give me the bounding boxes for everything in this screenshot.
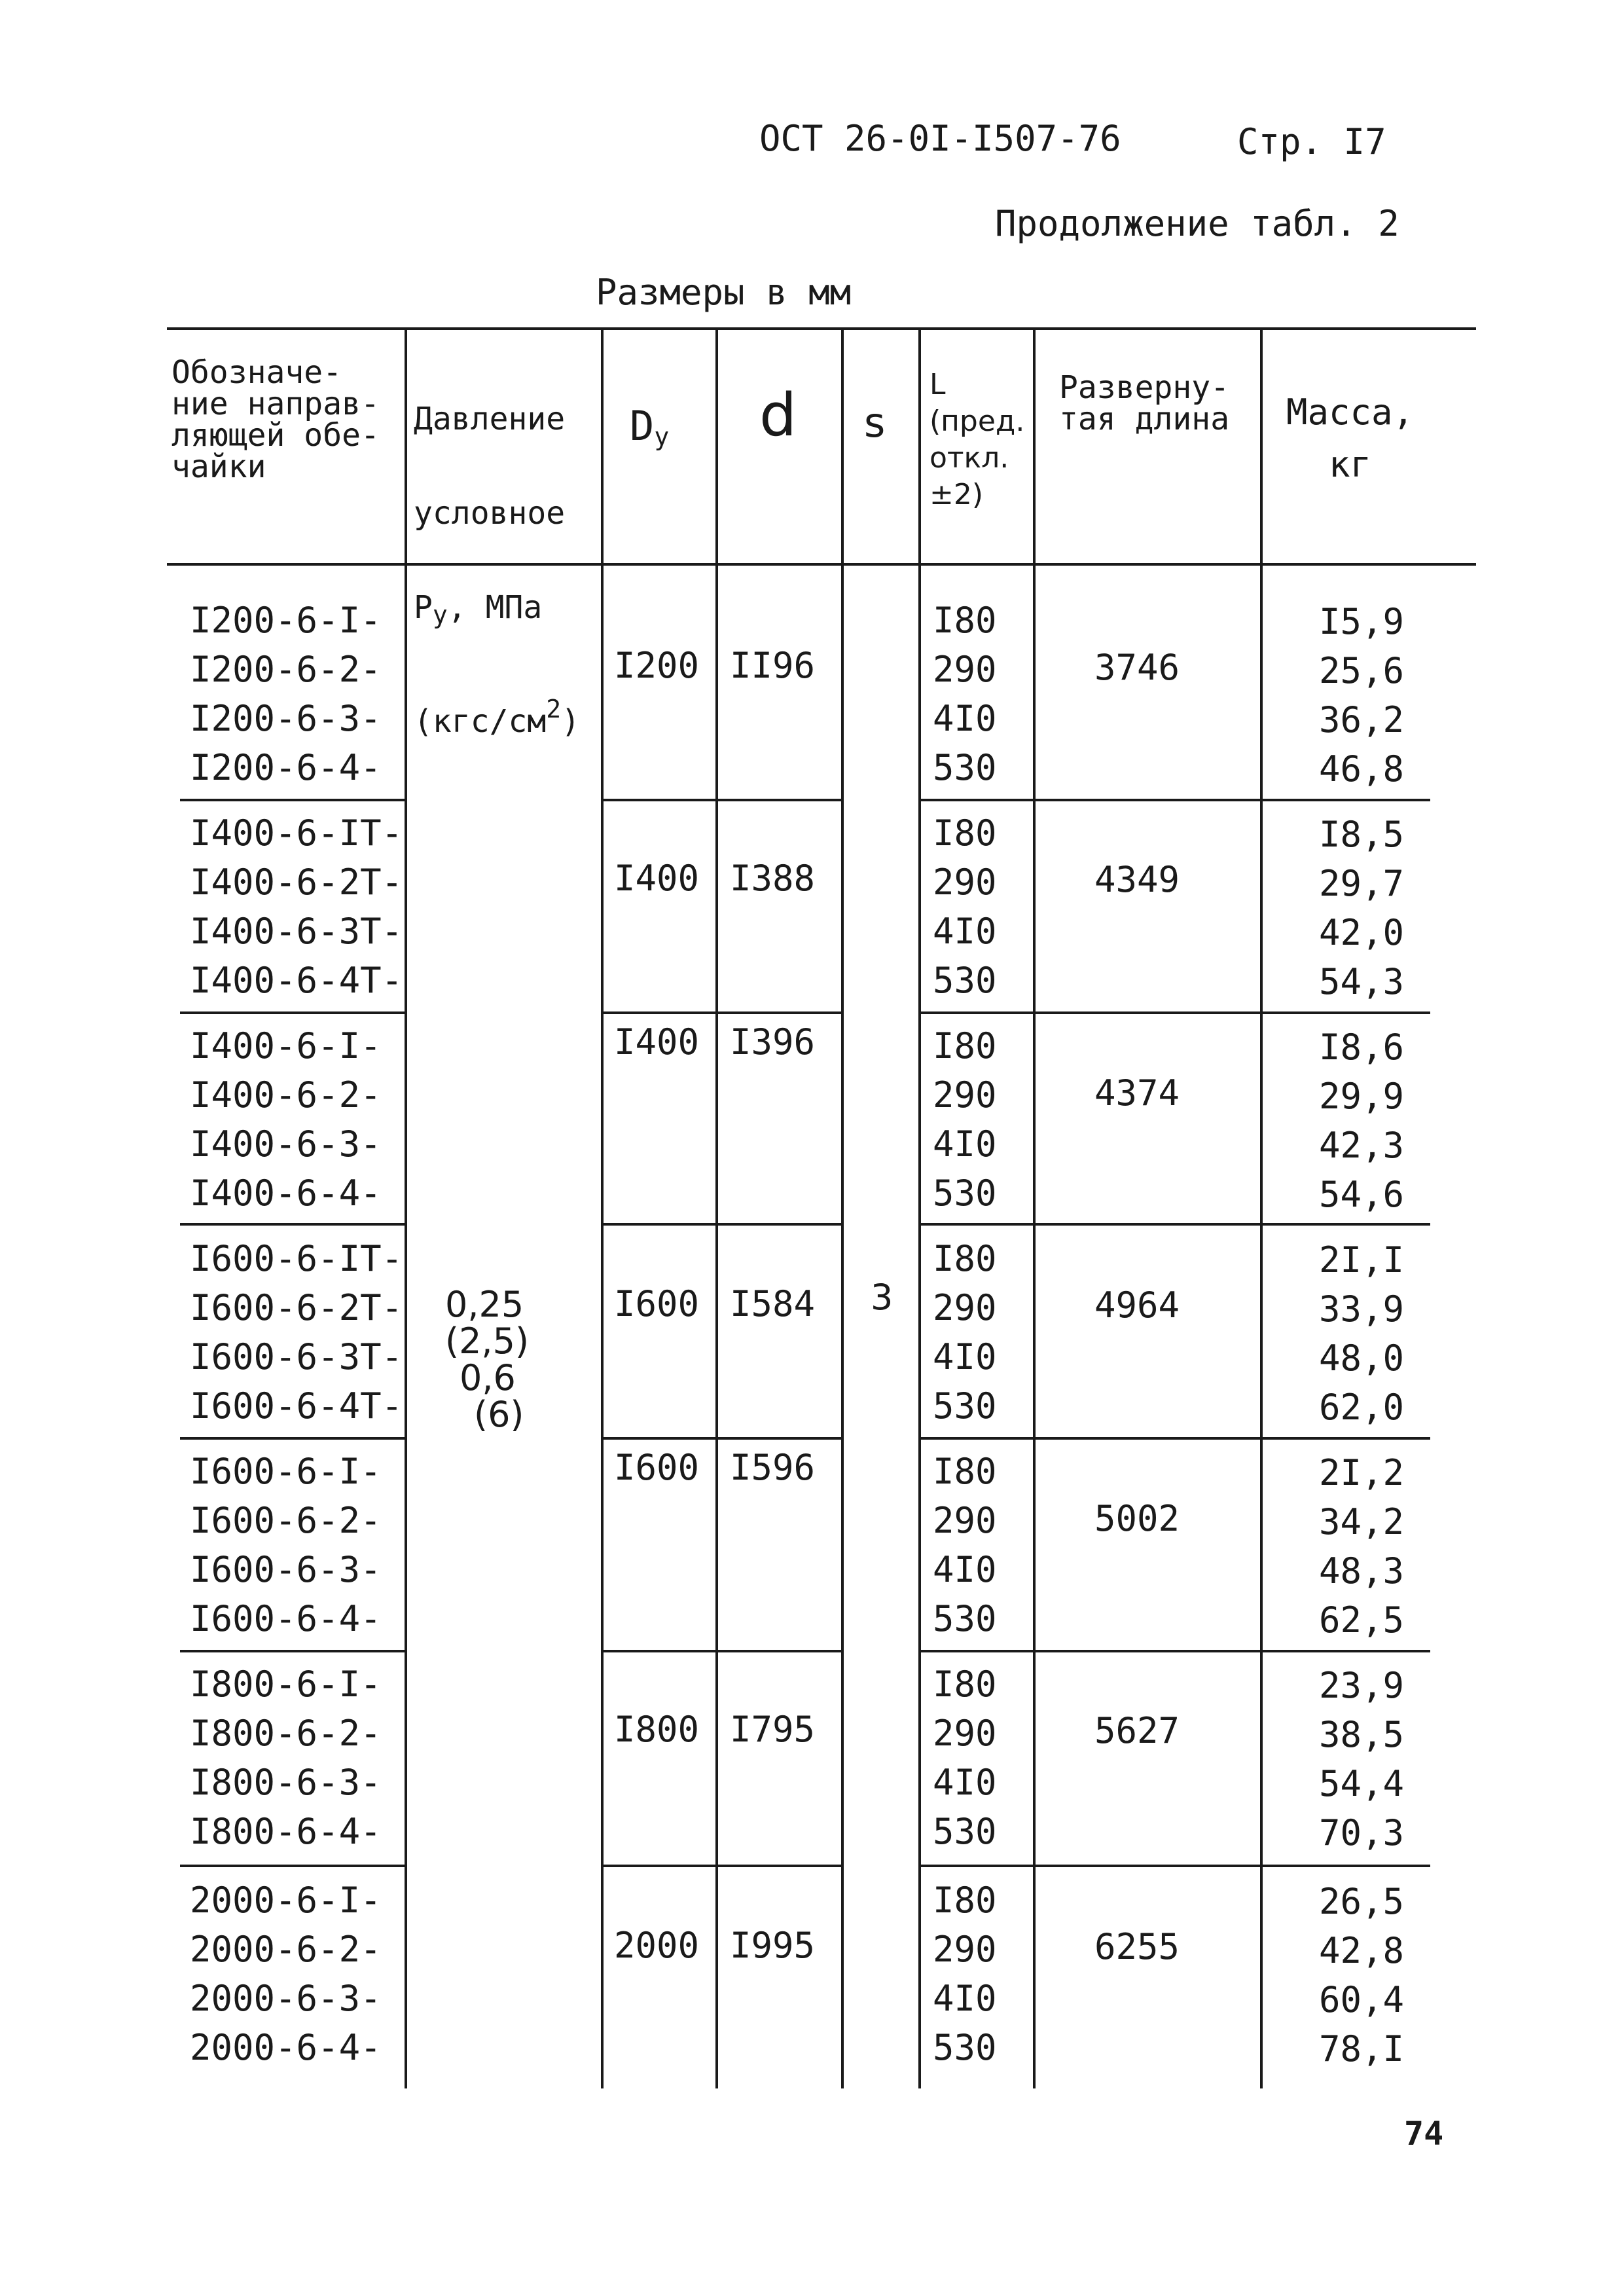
dy-subscript: y <box>654 422 670 451</box>
L-values: I80 290 4I0 530 <box>933 812 997 1001</box>
dy-value: 2000 <box>614 1925 700 1966</box>
py-symbol: P <box>414 589 433 626</box>
d-value: I388 <box>730 858 816 899</box>
table-continuation-note: Продолжение табл. 2 <box>995 203 1399 244</box>
mass-values: 23,9 38,5 54,4 70,3 <box>1319 1665 1405 1853</box>
pressure-header-line2: условное <box>414 495 566 532</box>
pressure-unit: , МПа <box>447 589 543 626</box>
sep-dyd-2 <box>601 1011 842 1014</box>
developed-length-value: 5002 <box>1094 1498 1180 1539</box>
developed-length-value: 4349 <box>1094 859 1180 900</box>
table-top-rule <box>167 327 1476 330</box>
col-header-pressure <box>414 340 580 800</box>
d-value: I584 <box>730 1283 816 1324</box>
sep-dyd-6 <box>601 1865 842 1867</box>
d-value: I396 <box>730 1021 816 1063</box>
kgf-unit: (кгс/см <box>414 703 547 740</box>
d-value: I795 <box>730 1709 816 1750</box>
mass-values: I8,5 29,7 42,0 54,3 <box>1319 814 1405 1002</box>
col-header-developed-length: Разверну- тая длина <box>1059 369 1230 437</box>
L-values: I80 290 4I0 530 <box>933 1238 997 1427</box>
sep-dyd-1 <box>601 799 842 801</box>
L-values: I80 290 4I0 530 <box>933 1451 997 1639</box>
mass-values: I8,6 29,9 42,3 54,6 <box>1319 1027 1405 1215</box>
mass-values: 2I,I 33,9 48,0 62,0 <box>1319 1239 1405 1428</box>
document-code: ОСТ 26-0I-I507-76 <box>759 118 1121 159</box>
col-divider-5 <box>918 327 921 2088</box>
L-values: I80 290 4I0 530 <box>933 1880 997 2068</box>
L-values: I80 290 4I0 530 <box>933 600 997 788</box>
designation-list: I200-6-I- I200-6-2- I200-6-3- I200-6-4- <box>190 600 382 788</box>
mass-values: 2I,2 34,2 48,3 62,5 <box>1319 1452 1405 1641</box>
col-header-designation: Обозначе- ние направ- ляющей обе- чайки <box>171 354 380 485</box>
sep-dyd-5 <box>601 1650 842 1652</box>
designation-list: 2000-6-I- 2000-6-2- 2000-6-3- 2000-6-4- <box>190 1880 382 2068</box>
page-label: Стр. I7 <box>1237 121 1386 162</box>
sep-right-4 <box>918 1437 1430 1440</box>
mass-values: 26,5 42,8 60,4 78,I <box>1319 1881 1405 2069</box>
col-divider-1 <box>405 327 407 2088</box>
L-values: I80 290 4I0 530 <box>933 1025 997 1214</box>
pressure-value-1: 0,25 <box>445 1284 524 1325</box>
sep-desig-4 <box>180 1437 405 1440</box>
pressure-value <box>445 1286 529 1433</box>
dy-value: I800 <box>614 1709 700 1750</box>
pressure-value-2-kgf: (6) <box>474 1394 524 1435</box>
dy-value: I600 <box>614 1447 700 1488</box>
col-header-mass: Масса, кг <box>1286 392 1415 485</box>
designation-list: I600-6-IT- I600-6-2T- I600-6-3T- I600-6-4T- <box>190 1238 403 1427</box>
developed-length-value: 5627 <box>1094 1710 1180 1751</box>
col-header-L: L (пред. откл. ±2) <box>929 368 1025 511</box>
sep-desig-5 <box>180 1650 405 1652</box>
designation-list: I800-6-I- I800-6-2- I800-6-3- I800-6-4- <box>190 1664 382 1852</box>
sep-right-1 <box>918 799 1430 801</box>
designation-list: I600-6-I- I600-6-2- I600-6-3- I600-6-4- <box>190 1451 382 1639</box>
kgf-close: ) <box>561 703 581 740</box>
sep-desig-1 <box>180 799 405 801</box>
sep-right-2 <box>918 1011 1430 1014</box>
sep-dyd-4 <box>601 1437 842 1440</box>
sep-right-3 <box>918 1223 1430 1226</box>
sep-desig-6 <box>180 1865 405 1867</box>
designation-list: I400-6-I- I400-6-2- I400-6-3- I400-6-4- <box>190 1025 382 1214</box>
py-subscript: у <box>432 600 448 629</box>
pressure-header-line1: Давление <box>414 401 566 437</box>
col-header-dy <box>630 402 670 457</box>
pressure-header-line4 <box>414 693 581 740</box>
pressure-value-2: 0,6 <box>460 1357 516 1398</box>
d-value: I596 <box>730 1447 816 1488</box>
pressure-value-1-kgf: (2,5) <box>445 1321 530 1362</box>
dy-value: I200 <box>614 645 700 686</box>
col-divider-4 <box>841 327 844 2088</box>
page-number: 74 <box>1404 2115 1444 2153</box>
developed-length-value: 4374 <box>1094 1072 1180 1114</box>
col-divider-2 <box>601 327 604 2088</box>
pressure-header-line3 <box>414 589 580 630</box>
d-value: I995 <box>730 1925 816 1966</box>
sep-right-6 <box>918 1865 1430 1867</box>
developed-length-value: 6255 <box>1094 1926 1180 1967</box>
col-divider-3 <box>715 327 718 2088</box>
d-value: II96 <box>730 645 816 686</box>
col-divider-7 <box>1260 327 1263 2088</box>
developed-length-value: 3746 <box>1094 647 1180 688</box>
dy-symbol: D <box>630 402 655 450</box>
mass-values: I5,9 25,6 36,2 46,8 <box>1319 601 1405 790</box>
kgf-superscript: 2 <box>546 695 562 723</box>
sep-desig-3 <box>180 1223 405 1226</box>
sep-dyd-3 <box>601 1223 842 1226</box>
dy-value: I400 <box>614 1021 700 1063</box>
designation-list: I400-6-IT- I400-6-2T- I400-6-3T- I400-6-4T- <box>190 812 403 1001</box>
col-divider-6 <box>1033 327 1036 2088</box>
dy-value: I400 <box>614 858 700 899</box>
col-header-s: s <box>864 399 886 446</box>
col-header-d: d <box>759 381 797 450</box>
s-value: 3 <box>871 1277 893 1318</box>
sep-desig-2 <box>180 1011 405 1014</box>
dy-value: I600 <box>614 1283 700 1324</box>
developed-length-value: 4964 <box>1094 1285 1180 1326</box>
sep-right-5 <box>918 1650 1430 1652</box>
units-note: Размеры в мм <box>596 272 852 313</box>
header-bottom-rule <box>167 563 1476 566</box>
L-values: I80 290 4I0 530 <box>933 1664 997 1852</box>
